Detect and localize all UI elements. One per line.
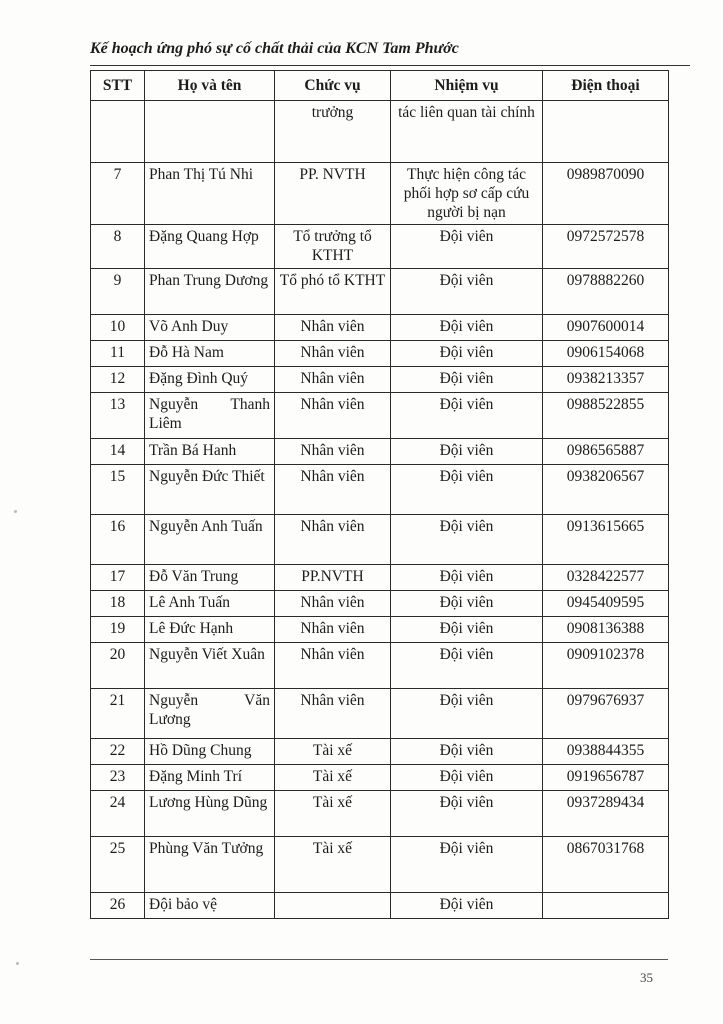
column-header-phone: Điện thoại: [543, 71, 669, 101]
table-row: [91, 791, 669, 837]
cell-task: Đội viên: [391, 617, 543, 643]
cell-stt: 20: [91, 643, 145, 689]
cell-task: Đội viên: [391, 269, 543, 315]
cell-name: Đỗ Văn Trung: [145, 565, 275, 591]
cell-stt: 22: [91, 739, 145, 765]
cell-stt: 17: [91, 565, 145, 591]
cell-phone: 0988522855: [543, 393, 669, 439]
cell-phone: 0913615665: [543, 515, 669, 565]
cell-task: Đội viên: [391, 643, 543, 689]
column-header-stt: STT: [91, 71, 145, 101]
cell-name: Đặng Đình Quý: [145, 367, 275, 393]
table-row: [91, 315, 669, 341]
cell-task: Đội viên: [391, 515, 543, 565]
cell-task: Đội viên: [391, 367, 543, 393]
cell-task: Đội viên: [391, 893, 543, 919]
table-row: [91, 225, 669, 269]
cell-task: Đội viên: [391, 791, 543, 837]
cell-phone: 0979676937: [543, 689, 669, 739]
cell-task: tác liên quan tài chính: [391, 101, 543, 163]
table-row: [91, 393, 669, 439]
cell-position: Nhân viên: [275, 591, 391, 617]
table-row: [91, 739, 669, 765]
cell-stt: 9: [91, 269, 145, 315]
table-row: [91, 515, 669, 565]
table-row: [91, 893, 669, 919]
table-row: [91, 565, 669, 591]
cell-position: Nhân viên: [275, 315, 391, 341]
cell-task: Đội viên: [391, 837, 543, 893]
cell-position: Tài xế: [275, 791, 391, 837]
cell-position: trưởng: [275, 101, 391, 163]
cell-name: Đặng Minh Trí: [145, 765, 275, 791]
cell-phone: 0907600014: [543, 315, 669, 341]
cell-phone: 0919656787: [543, 765, 669, 791]
cell-phone: 0867031768: [543, 837, 669, 893]
table-header-row: [91, 71, 669, 101]
cell-stt: 15: [91, 465, 145, 515]
cell-name: Đội bảo vệ: [145, 893, 275, 919]
cell-phone: 0938844355: [543, 739, 669, 765]
table-row: [91, 689, 669, 739]
cell-name: Nguyễn Anh Tuấn: [145, 515, 275, 565]
cell-position: [275, 893, 391, 919]
cell-phone: [543, 893, 669, 919]
cell-name: Phan Thị Tú Nhi: [145, 163, 275, 225]
cell-stt: 12: [91, 367, 145, 393]
table-row: [91, 269, 669, 315]
cell-position: Nhân viên: [275, 643, 391, 689]
cell-position: Nhân viên: [275, 393, 391, 439]
cell-name: Lương Hùng Dũng: [145, 791, 275, 837]
cell-phone: [543, 101, 669, 163]
cell-stt: 23: [91, 765, 145, 791]
cell-name: [145, 101, 275, 163]
cell-position: Tổ phó tổ KTHT: [275, 269, 391, 315]
cell-position: Nhân viên: [275, 341, 391, 367]
cell-task: Đội viên: [391, 315, 543, 341]
cell-position: Nhân viên: [275, 439, 391, 465]
cell-phone: 0945409595: [543, 591, 669, 617]
cell-position: Tài xế: [275, 837, 391, 893]
cell-phone: 0906154068: [543, 341, 669, 367]
table-row: [91, 341, 669, 367]
header-divider: [90, 65, 690, 66]
cell-name: Đỗ Hà Nam: [145, 341, 275, 367]
cell-position: Nhân viên: [275, 617, 391, 643]
cell-task: Đội viên: [391, 591, 543, 617]
cell-name: Võ Anh Duy: [145, 315, 275, 341]
table-row: [91, 367, 669, 393]
table-row: [91, 101, 669, 163]
cell-phone: 0938213357: [543, 367, 669, 393]
cell-stt: 7: [91, 163, 145, 225]
cell-task: Đội viên: [391, 565, 543, 591]
cell-stt: 16: [91, 515, 145, 565]
cell-task: Đội viên: [391, 739, 543, 765]
cell-phone: 0908136388: [543, 617, 669, 643]
cell-stt: [91, 101, 145, 163]
cell-name: Phan Trung Dương: [145, 269, 275, 315]
cell-phone: 0978882260: [543, 269, 669, 315]
column-header-name: Họ và tên: [145, 71, 275, 101]
cell-task: Đội viên: [391, 439, 543, 465]
document-header-title: Kế hoạch ứng phó sự cố chất thải của KCN Tam Phước: [90, 40, 459, 57]
table-row: [91, 617, 669, 643]
cell-stt: 10: [91, 315, 145, 341]
cell-stt: 8: [91, 225, 145, 269]
table-row: [91, 643, 669, 689]
footer-divider: [90, 959, 668, 960]
table-row: [91, 439, 669, 465]
cell-stt: 19: [91, 617, 145, 643]
cell-stt: 21: [91, 689, 145, 739]
table-row: [91, 765, 669, 791]
cell-position: Tài xế: [275, 765, 391, 791]
cell-phone: 0972572578: [543, 225, 669, 269]
cell-name: Nguyễn Thanh Liêm: [145, 393, 275, 439]
column-header-task: Nhiệm vụ: [391, 71, 543, 101]
scan-speck: [14, 510, 17, 513]
cell-task: Đội viên: [391, 689, 543, 739]
cell-task: Đội viên: [391, 225, 543, 269]
cell-name: Hồ Dũng Chung: [145, 739, 275, 765]
column-header-position: Chức vụ: [275, 71, 391, 101]
table-row: [91, 465, 669, 515]
cell-phone: 0938206567: [543, 465, 669, 515]
cell-phone: 0986565887: [543, 439, 669, 465]
cell-phone: 0937289434: [543, 791, 669, 837]
cell-stt: 26: [91, 893, 145, 919]
cell-position: Nhân viên: [275, 515, 391, 565]
cell-position: Nhân viên: [275, 367, 391, 393]
table-row: [91, 591, 669, 617]
cell-name: Trần Bá Hanh: [145, 439, 275, 465]
page-number: 35: [640, 970, 653, 985]
cell-phone: 0328422577: [543, 565, 669, 591]
cell-name: Phùng Văn Tưởng: [145, 837, 275, 893]
cell-task: Đội viên: [391, 465, 543, 515]
cell-task: Đội viên: [391, 765, 543, 791]
response-team-table: [90, 70, 669, 919]
cell-stt: 13: [91, 393, 145, 439]
cell-stt: 11: [91, 341, 145, 367]
cell-position: PP.NVTH: [275, 565, 391, 591]
cell-name: Nguyễn Đức Thiết: [145, 465, 275, 515]
cell-name: Lê Đức Hạnh: [145, 617, 275, 643]
cell-stt: 14: [91, 439, 145, 465]
cell-position: Tổ trưởng tổ KTHT: [275, 225, 391, 269]
cell-position: PP. NVTH: [275, 163, 391, 225]
cell-task: Đội viên: [391, 341, 543, 367]
scan-speck: [16, 962, 19, 965]
cell-position: Tài xế: [275, 739, 391, 765]
cell-task: Thực hiện công tác phối hợp sơ cấp cứu người bị nạn: [391, 163, 543, 225]
cell-name: Nguyễn Viết Xuân: [145, 643, 275, 689]
cell-name: Nguyễn Văn Lương: [145, 689, 275, 739]
cell-position: Nhân viên: [275, 465, 391, 515]
cell-task: Đội viên: [391, 393, 543, 439]
table-row: [91, 163, 669, 225]
cell-phone: 0989870090: [543, 163, 669, 225]
table-row: [91, 837, 669, 893]
cell-name: Lê Anh Tuấn: [145, 591, 275, 617]
cell-name: Đặng Quang Hợp: [145, 225, 275, 269]
cell-stt: 24: [91, 791, 145, 837]
cell-position: Nhân viên: [275, 689, 391, 739]
table-body: [91, 101, 669, 919]
cell-phone: 0909102378: [543, 643, 669, 689]
cell-stt: 18: [91, 591, 145, 617]
cell-stt: 25: [91, 837, 145, 893]
